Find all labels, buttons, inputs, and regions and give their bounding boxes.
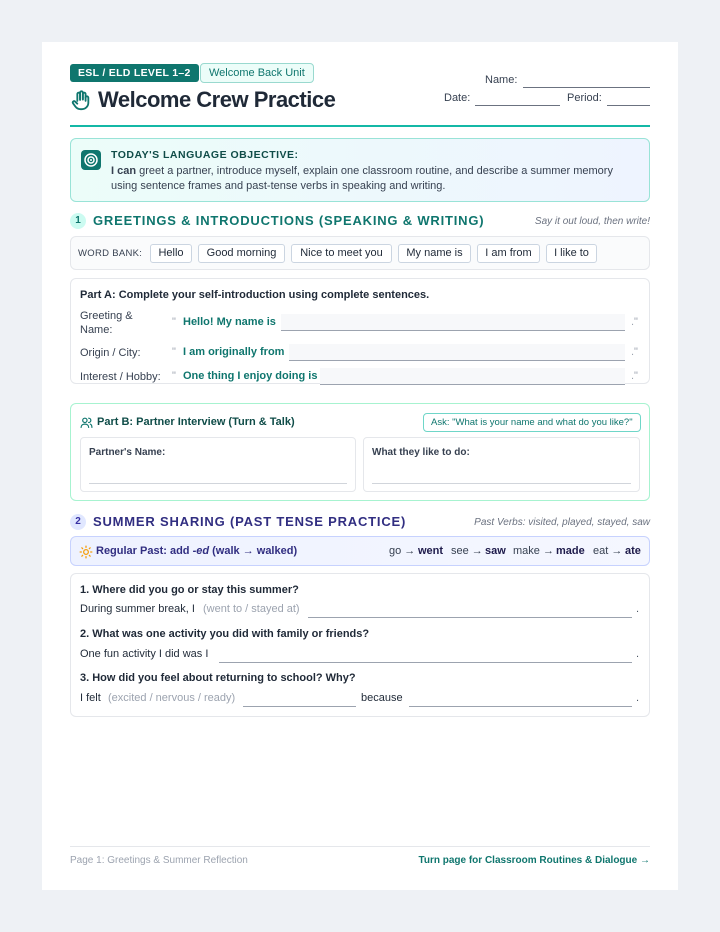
open-quote: "	[172, 346, 176, 358]
section-2-number: 2	[70, 514, 86, 530]
verb-past: ate	[625, 545, 641, 557]
period-mark: .	[636, 692, 640, 704]
period-field[interactable]	[607, 105, 650, 106]
answer-stem-2: One fun activity I did was I	[80, 648, 209, 660]
origin-answer-field[interactable]	[289, 344, 625, 361]
unit-badge: Welcome Back Unit	[200, 63, 314, 83]
greeting-answer-field[interactable]	[281, 314, 625, 331]
part-b-box	[70, 403, 650, 501]
close-quote: ."	[631, 316, 638, 328]
period-mark: .	[636, 603, 640, 615]
close-quote: ."	[631, 370, 638, 382]
partner-likes-field[interactable]	[372, 483, 631, 484]
row-label: Interest / Hobby:	[80, 371, 161, 383]
date-field[interactable]	[475, 105, 560, 106]
reason-field[interactable]	[409, 706, 632, 707]
answer-stem-3: I felt	[80, 692, 101, 704]
rule-prefix: Regular Past: add	[96, 545, 193, 557]
worksheet-page	[42, 42, 678, 890]
section-1-hint: Say it out loud, then write!	[534, 216, 650, 227]
interest-answer-field[interactable]	[320, 368, 625, 385]
objective-title: TODAY'S LANGUAGE OBJECTIVE:	[111, 149, 299, 161]
name-field[interactable]	[523, 87, 650, 88]
footer-next-hint: Turn page for Classroom Routines & Dialogue →	[418, 855, 650, 866]
sentence-stem: Hello! My name is	[183, 316, 276, 328]
answer-hint-3: (excited / nervous / ready)	[108, 692, 236, 704]
word-chip: Nice to meet you	[291, 244, 392, 263]
objective-body: greet a partner, introduce myself, explain one classroom routine, and describe a summer memory using sentence frames and past-tense verbs in speaking and writing.	[111, 165, 613, 192]
regular-past-rule	[96, 545, 297, 557]
word-chip: My name is	[398, 244, 471, 263]
period-mark: .	[636, 648, 640, 660]
page-title: Welcome Crew Practice	[98, 87, 336, 112]
waving-hand-icon	[70, 89, 92, 111]
verb-past: saw	[485, 545, 506, 557]
question-3: 3. How did you feel about returning to school? Why?	[80, 672, 356, 684]
word-chip: Good morning	[198, 244, 285, 263]
header-divider	[70, 125, 650, 127]
verb-base: eat →	[593, 545, 623, 557]
part-a-box	[70, 278, 650, 384]
people-icon	[80, 416, 93, 429]
partner-likes-box	[363, 437, 640, 492]
summer-questions-box	[70, 573, 650, 717]
row-label: Origin / City:	[80, 347, 141, 359]
rule-example: (walk → walked)	[209, 545, 298, 557]
level-badge: ESL / ELD LEVEL 1–2	[70, 64, 199, 82]
partner-likes-label: What they like to do:	[372, 447, 470, 458]
because-word: because	[361, 692, 403, 704]
word-chip: I like to	[546, 244, 597, 263]
ask-prompt: Ask: "What is your name and what do you like?"	[423, 413, 641, 432]
footer-divider	[70, 846, 650, 847]
verb-past: made	[556, 545, 585, 557]
close-quote: ."	[631, 346, 638, 358]
question-2: 2. What was one activity you did with family or friends?	[80, 628, 370, 640]
date-label: Date:	[444, 92, 471, 104]
part-b-title: Part B: Partner Interview (Turn & Talk)	[97, 416, 295, 428]
answer-stem-1: During summer break, I	[80, 603, 195, 615]
objective-box	[70, 138, 650, 202]
verb-base: go →	[389, 545, 416, 557]
objective-text	[111, 164, 641, 194]
sun-icon	[79, 545, 93, 559]
section-2-title: SUMMER SHARING (PAST TENSE PRACTICE)	[93, 514, 407, 529]
partner-name-label: Partner's Name:	[89, 447, 166, 458]
open-quote: "	[172, 370, 176, 382]
objective-lead: I can	[111, 165, 137, 177]
word-bank	[70, 236, 650, 270]
question-1: 1. Where did you go or stay this summer?	[80, 584, 299, 596]
footer-page-label: Page 1: Greetings & Summer Reflection	[70, 855, 248, 866]
answer-field-1[interactable]	[308, 617, 632, 618]
section-1-title: GREETINGS & INTRODUCTIONS (SPEAKING & WRITING)	[93, 213, 485, 228]
partner-name-field[interactable]	[89, 483, 347, 484]
name-label: Name:	[485, 74, 518, 86]
sentence-stem: I am originally from	[183, 346, 285, 358]
target-icon	[81, 150, 101, 170]
answer-hint-1: (went to / stayed at)	[203, 603, 300, 615]
partner-name-box	[80, 437, 356, 492]
verb-past: went	[418, 545, 444, 557]
section-2-hint: Past Verbs: visited, played, stayed, saw	[474, 517, 650, 528]
row-label: Greeting & Name:	[80, 310, 133, 336]
word-chip: I am from	[477, 244, 540, 263]
open-quote: "	[172, 316, 176, 328]
feeling-field[interactable]	[243, 706, 356, 707]
answer-field-2[interactable]	[219, 662, 632, 663]
sentence-stem: One thing I enjoy doing is	[183, 370, 318, 382]
word-chip: Hello	[150, 244, 192, 263]
word-bank-label: WORD BANK:	[78, 248, 143, 259]
period-label: Period:	[567, 92, 602, 104]
part-a-title: Part A: Complete your self-introduction using complete sentences.	[80, 289, 430, 301]
rule-ending: -ed	[192, 545, 210, 557]
grammar-tip	[70, 536, 650, 566]
verb-base: make →	[513, 545, 554, 557]
verb-base: see →	[451, 545, 483, 557]
section-1-number: 1	[70, 213, 86, 229]
